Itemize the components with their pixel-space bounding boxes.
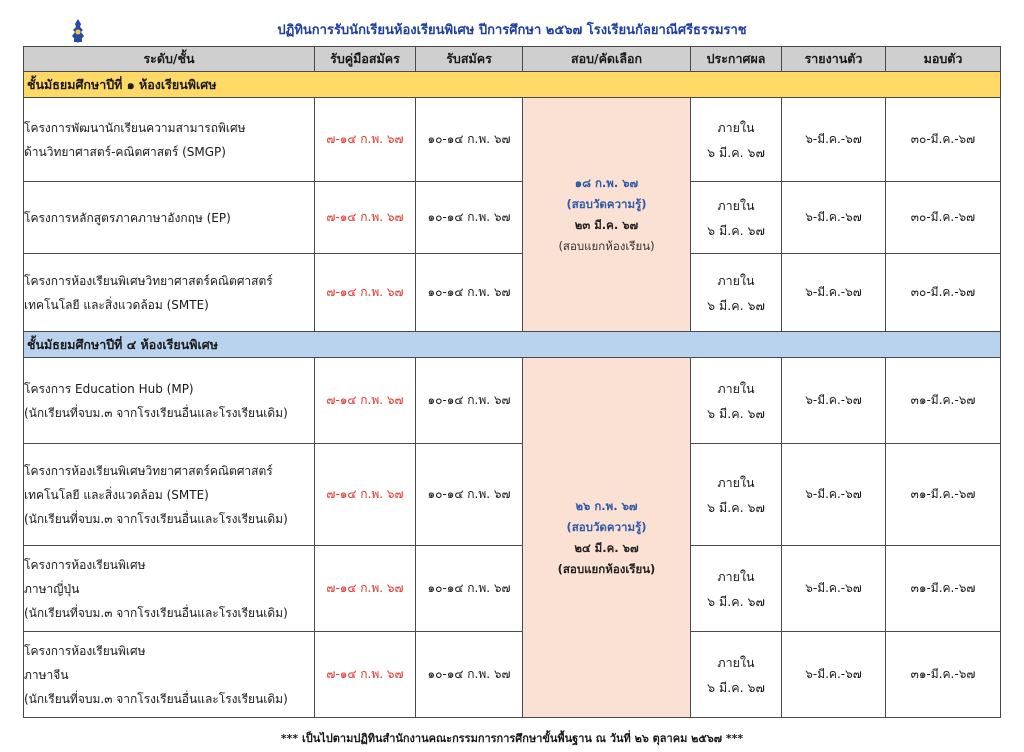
enroll-date: ๓๑-มี.ค.-๖๗ [886,358,1001,444]
placement-date: ๒๔ มี.ค. ๖๗ [574,540,639,555]
announce-label: ภายใน [717,654,755,670]
section-label: ชั้นมัธยมศึกษาปีที่ ๑ ห้องเรียนพิเศษ [24,72,1001,98]
col-header-announce: ประกาศผล [691,47,782,72]
announce-cell [691,546,782,632]
section-row [24,72,1001,98]
apply-date: ๑๐-๑๔ ก.พ. ๖๗ [416,98,523,182]
report-date: ๖-มี.ค.-๖๗ [782,444,886,546]
manual-date: ๗-๑๔ ก.พ. ๖๗ [315,98,416,182]
announce-cell [691,358,782,444]
exam-cell [523,98,691,332]
col-header-enroll: มอบตัว [886,47,1001,72]
apply-date: ๑๐-๑๔ ก.พ. ๖๗ [416,632,523,718]
col-header-level: ระดับ/ชั้น [24,47,315,72]
program-note: (นักเรียนที่จบม.๓ จากโรงเรียนอื่นและโรงเรียนเดิม) [24,511,288,526]
program-name: โครงการห้องเรียนพิเศษ [24,557,146,572]
footnote: *** เป็นไปตามปฏิทินสำนักงานคณะกรรมการการศึกษาขั้นพื้นฐาน ณ วันที่ ๒๖ ตุลาคม ๒๕๖๗ *** [280,732,744,745]
table-row [24,98,1001,182]
table-row [24,254,1001,332]
announce-cell [691,98,782,182]
announce-date: ๖ มี.ค. ๖๗ [707,679,765,695]
apply-date: ๑๐-๑๔ ก.พ. ๖๗ [416,444,523,546]
placement-type: (สอบแยกห้องเรียน) [558,238,655,253]
announce-cell [691,444,782,546]
apply-date: ๑๐-๑๔ ก.พ. ๖๗ [416,546,523,632]
exam-type: (สอบวัดความรู้) [566,196,647,211]
announce-cell [691,632,782,718]
section-label: ชั้นมัธยมศึกษาปีที่ ๔ ห้องเรียนพิเศษ [24,332,1001,358]
placement-date: ๒๓ มี.ค. ๖๗ [574,217,639,232]
program-note: (นักเรียนที่จบม.๓ จากโรงเรียนอื่นและโรงเรียนเดิม) [24,405,288,420]
announce-date: ๖ มี.ค. ๖๗ [707,297,765,313]
enroll-date: ๓๑-มี.ค.-๖๗ [886,632,1001,718]
program-name: โครงการ Education Hub (MP) [24,381,194,396]
program-cell [24,98,315,182]
program-name: ภาษาญี่ปุ่น [24,581,80,596]
program-name: โครงการพัฒนานักเรียนความสามารถพิเศษ [24,120,246,135]
col-header-manual: รับคู่มือสมัคร [315,47,416,72]
announce-date: ๖ มี.ค. ๖๗ [707,144,765,160]
announce-date: ๖ มี.ค. ๖๗ [707,222,765,238]
page-title: ปฏิทินการรับนักเรียนห้องเรียนพิเศษ ปีการศึกษา ๒๕๖๗ โรงเรียนกัลยาณีศรีธรรมราช [277,23,747,38]
announce-cell [691,182,782,254]
program-cell [24,182,315,254]
exam-date: ๑๘ ก.พ. ๖๗ [574,175,639,190]
table-row [24,182,1001,254]
program-name: ด้านวิทยาศาสตร์-คณิตศาสตร์ (SMGP) [24,144,226,159]
report-date: ๖-มี.ค.-๖๗ [782,632,886,718]
program-name: โครงการหลักสูตรภาคภาษาอังกฤษ (EP) [24,210,231,225]
header-row [24,47,1001,72]
admission-calendar-table [23,46,1001,718]
report-date: ๖-มี.ค.-๖๗ [782,98,886,182]
report-date: ๖-มี.ค.-๖๗ [782,254,886,332]
report-date: ๖-มี.ค.-๖๗ [782,358,886,444]
enroll-date: ๓๑-มี.ค.-๖๗ [886,546,1001,632]
exam-cell [523,358,691,718]
manual-date: ๗-๑๔ ก.พ. ๖๗ [315,632,416,718]
report-date: ๖-มี.ค.-๖๗ [782,182,886,254]
program-name: โครงการห้องเรียนพิเศษวิทยาศาสตร์คณิตศาสตร์ [24,463,273,478]
table-row [24,358,1001,444]
program-cell [24,546,315,632]
program-note: (นักเรียนที่จบม.๓ จากโรงเรียนอื่นและโรงเรียนเดิม) [24,605,288,620]
program-name: โครงการห้องเรียนพิเศษ [24,643,146,658]
announce-label: ภายใน [717,568,755,584]
program-cell [24,358,315,444]
announce-label: ภายใน [717,474,755,490]
program-name: โครงการห้องเรียนพิเศษวิทยาศาสตร์คณิตศาสตร์ [24,273,273,288]
announce-date: ๖ มี.ค. ๖๗ [707,593,765,609]
program-name: เทคโนโลยี และสิ่งแวดล้อม (SMTE) [24,487,209,502]
enroll-date: ๓๐-มี.ค.-๖๗ [886,182,1001,254]
exam-date: ๒๖ ก.พ. ๖๗ [575,498,638,513]
program-name: เทคโนโลยี และสิ่งแวดล้อม (SMTE) [24,297,209,312]
announce-label: ภายใน [717,380,755,396]
placement-type: (สอบแยกห้องเรียน) [557,561,656,576]
section-row [24,332,1001,358]
manual-date: ๗-๑๔ ก.พ. ๖๗ [315,546,416,632]
table-row [24,444,1001,546]
announce-date: ๖ มี.ค. ๖๗ [707,499,765,515]
announce-cell [691,254,782,332]
program-cell [24,444,315,546]
announce-label: ภายใน [717,197,755,213]
apply-date: ๑๐-๑๔ ก.พ. ๖๗ [416,358,523,444]
apply-date: ๑๐-๑๔ ก.พ. ๖๗ [416,254,523,332]
col-header-apply: รับสมัคร [416,47,523,72]
col-header-exam: สอบ/คัดเลือก [523,47,691,72]
program-cell [24,254,315,332]
enroll-date: ๓๐-มี.ค.-๖๗ [886,254,1001,332]
table-row [24,546,1001,632]
apply-date: ๑๐-๑๔ ก.พ. ๖๗ [416,182,523,254]
manual-date: ๗-๑๔ ก.พ. ๖๗ [315,182,416,254]
manual-date: ๗-๑๔ ก.พ. ๖๗ [315,358,416,444]
program-cell [24,632,315,718]
announce-label: ภายใน [717,119,755,135]
manual-date: ๗-๑๔ ก.พ. ๖๗ [315,254,416,332]
program-note: (นักเรียนที่จบม.๓ จากโรงเรียนอื่นและโรงเรียนเดิม) [24,691,288,706]
table-row [24,632,1001,718]
announce-date: ๖ มี.ค. ๖๗ [707,405,765,421]
manual-date: ๗-๑๔ ก.พ. ๖๗ [315,444,416,546]
report-date: ๖-มี.ค.-๖๗ [782,546,886,632]
enroll-date: ๓๑-มี.ค.-๖๗ [886,444,1001,546]
exam-type: (สอบวัดความรู้) [566,519,647,534]
col-header-report: รายงานตัว [782,47,886,72]
enroll-date: ๓๐-มี.ค.-๖๗ [886,98,1001,182]
program-name: ภาษาจีน [24,667,69,682]
announce-label: ภายใน [717,272,755,288]
